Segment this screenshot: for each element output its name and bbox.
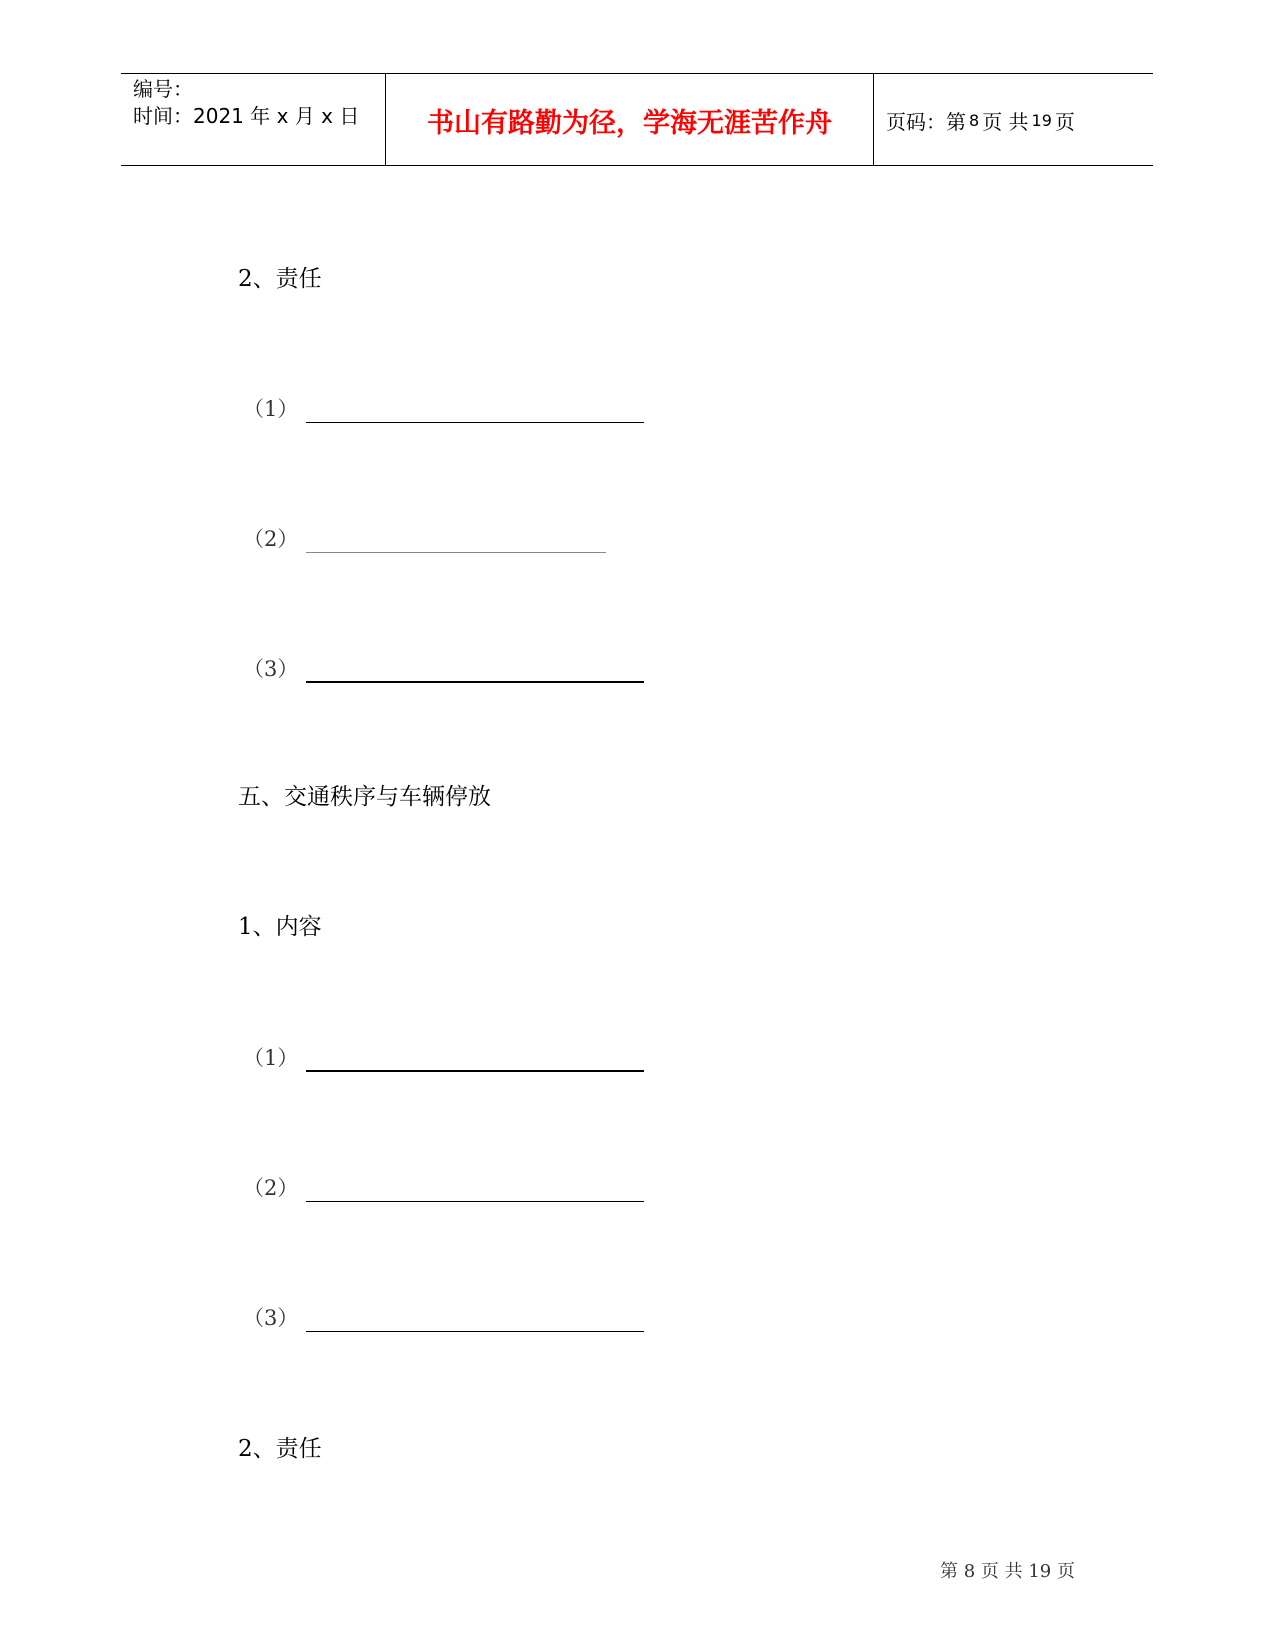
section-responsibility-heading: 2、责任 [238, 1436, 322, 1462]
list-item [243, 523, 606, 553]
page-mid: 页 共 [982, 110, 1029, 134]
fill-in-blank[interactable] [306, 1200, 644, 1202]
serial-number-label: 编号： [133, 77, 193, 101]
item-number: （3） [243, 657, 299, 681]
page-footer: 第 8 页 共 19 页 [940, 1561, 1075, 1582]
page-number: 8 [969, 111, 980, 130]
section-responsibility-heading: 2、责任 [238, 266, 322, 292]
list-item [243, 1302, 644, 1332]
date-label: 时间：2021 年 x 月 x 日 [133, 104, 360, 128]
page-suffix: 页 [1054, 110, 1075, 134]
header-page-info [874, 74, 1153, 165]
item-number: （3） [243, 1306, 299, 1330]
list-item [243, 1172, 644, 1202]
list-item [243, 653, 644, 683]
section-five-heading: 五、交通秩序与车辆停放 [238, 784, 491, 810]
list-item [243, 1042, 644, 1072]
fill-in-blank[interactable] [306, 1330, 644, 1332]
page-total: 19 [1031, 111, 1052, 130]
fill-in-blank[interactable] [306, 421, 644, 423]
item-number: （2） [243, 1176, 299, 1200]
fill-in-blank[interactable] [306, 551, 606, 553]
page-header [121, 73, 1153, 166]
header-meta-cell [121, 74, 386, 165]
item-number: （2） [243, 527, 299, 551]
fill-in-blank[interactable] [306, 680, 644, 683]
item-number: （1） [243, 1046, 299, 1070]
page-prefix: 页码：第 [886, 110, 966, 134]
list-item [243, 393, 644, 423]
fill-in-blank[interactable] [306, 1069, 644, 1072]
header-motto: 书山有路勤为径，学海无涯苦作舟 [386, 74, 874, 165]
section-content-heading: 1、内容 [238, 914, 322, 940]
item-number: （1） [243, 397, 299, 421]
